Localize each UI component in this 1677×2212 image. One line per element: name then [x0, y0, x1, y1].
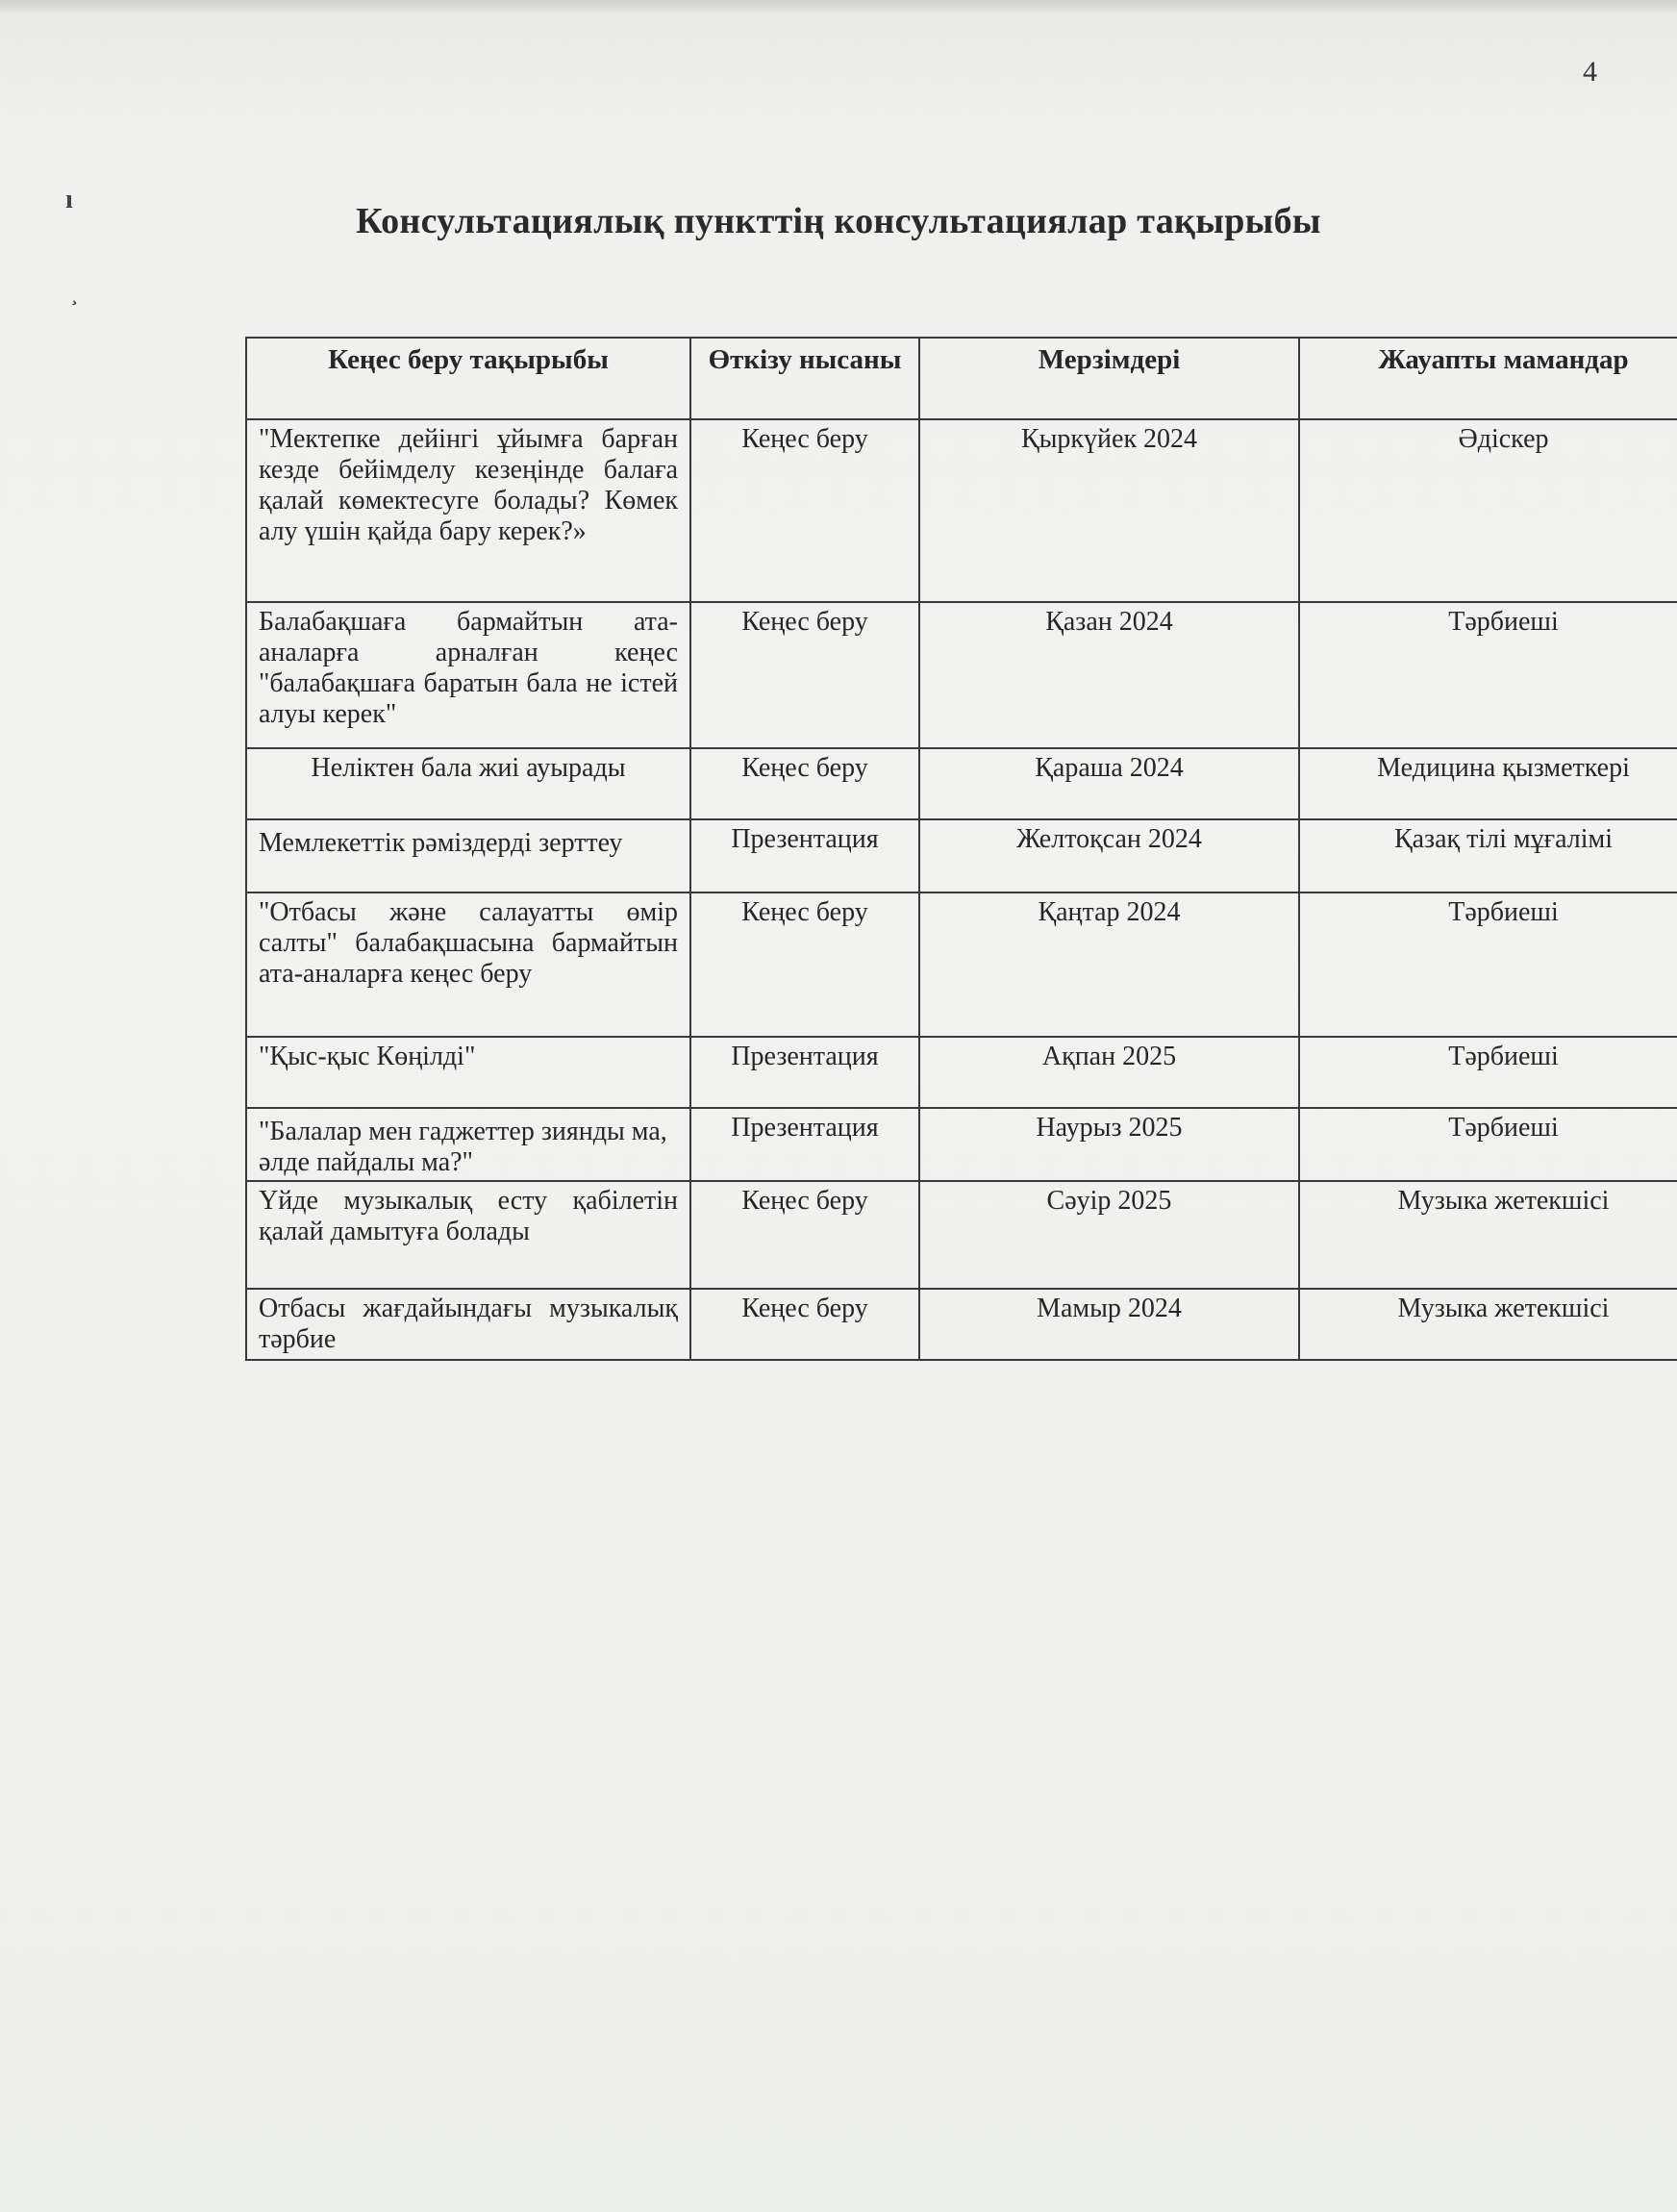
table-row [246, 892, 1677, 1037]
table-row [246, 419, 1677, 602]
date-cell: Қазан 2024 [919, 602, 1299, 748]
responsible-cell: Тәрбиеші [1299, 602, 1677, 748]
form-cell: Кеңес беру [690, 602, 919, 748]
form-cell: Кеңес беру [690, 1181, 919, 1289]
date-cell: Сәуір 2025 [919, 1181, 1299, 1289]
topic-cell: "Қыс-қыс Көңілді" [246, 1037, 690, 1108]
topic-cell: "Отбасы және салауатты өмір салты" балабақшасына бармайтын ата-аналарға кеңес беру [246, 892, 690, 1037]
consultation-topics-table [245, 337, 1677, 1361]
column-header-dates: Мерзімдері [919, 338, 1299, 419]
table-row [246, 1108, 1677, 1181]
topic-cell: Отбасы жағдайындағы музыкалық тәрбие [246, 1289, 690, 1360]
date-cell: Қараша 2024 [919, 748, 1299, 819]
responsible-cell: Медицина қызметкері [1299, 748, 1677, 819]
topic-cell: Неліктен бала жиі ауырады [246, 748, 690, 819]
responsible-cell: Тәрбиеші [1299, 1108, 1677, 1181]
date-cell: Қаңтар 2024 [919, 892, 1299, 1037]
form-cell: Кеңес беру [690, 892, 919, 1037]
form-cell: Презентация [690, 819, 919, 892]
date-cell: Желтоқсан 2024 [919, 819, 1299, 892]
form-cell: Кеңес беру [690, 419, 919, 602]
topic-cell: Балабақшаға бармайтын ата-аналарға арналған кеңес "балабақшаға баратын бала не істей алуы керек" [246, 602, 690, 748]
table-header-row [246, 338, 1677, 419]
margin-mark: ¸ [71, 285, 78, 306]
table-row [246, 1289, 1677, 1360]
form-cell: Кеңес беру [690, 748, 919, 819]
form-cell: Презентация [690, 1108, 919, 1181]
table-row [246, 602, 1677, 748]
responsible-cell: Тәрбиеші [1299, 1037, 1677, 1108]
column-header-responsible: Жауапты мамандар [1299, 338, 1677, 419]
topic-cell: "Мектепке дейінгі ұйымға барған кезде бейімделу кезеңінде балаға қалай көмектесуге болады? Көмек алу үшін қайда бару керек?» [246, 419, 690, 602]
responsible-cell: Музыка жетекшісі [1299, 1289, 1677, 1360]
page-top-edge [0, 0, 1677, 13]
date-cell: Қыркүйек 2024 [919, 419, 1299, 602]
table-row [246, 819, 1677, 892]
responsible-cell: Қазақ тілі мұғалімі [1299, 819, 1677, 892]
form-cell: Презентация [690, 1037, 919, 1108]
table-row [246, 748, 1677, 819]
margin-mark: ı [65, 185, 73, 214]
responsible-cell: Тәрбиеші [1299, 892, 1677, 1037]
column-header-topic: Кеңес беру тақырыбы [246, 338, 690, 419]
page-number: 4 [1583, 56, 1597, 88]
responsible-cell: Әдіскер [1299, 419, 1677, 602]
topic-cell: Үйде музыкалық есту қабілетін қалай дамытуға болады [246, 1181, 690, 1289]
topic-cell: Мемлекеттік рәміздерді зерттеу [246, 819, 690, 892]
consultation-table-wrapper [245, 337, 1677, 1361]
form-cell: Кеңес беру [690, 1289, 919, 1360]
table-row [246, 1037, 1677, 1108]
table-row [246, 1181, 1677, 1289]
date-cell: Ақпан 2025 [919, 1037, 1299, 1108]
topic-cell: "Балалар мен гаджеттер зиянды ма, әлде пайдалы ма?" [246, 1108, 690, 1181]
date-cell: Мамыр 2024 [919, 1289, 1299, 1360]
date-cell: Наурыз 2025 [919, 1108, 1299, 1181]
responsible-cell: Музыка жетекшісі [1299, 1181, 1677, 1289]
column-header-form: Өткізу нысаны [690, 338, 919, 419]
page-title: Консультациялық пункттің консультациялар тақырыбы [356, 201, 1321, 241]
